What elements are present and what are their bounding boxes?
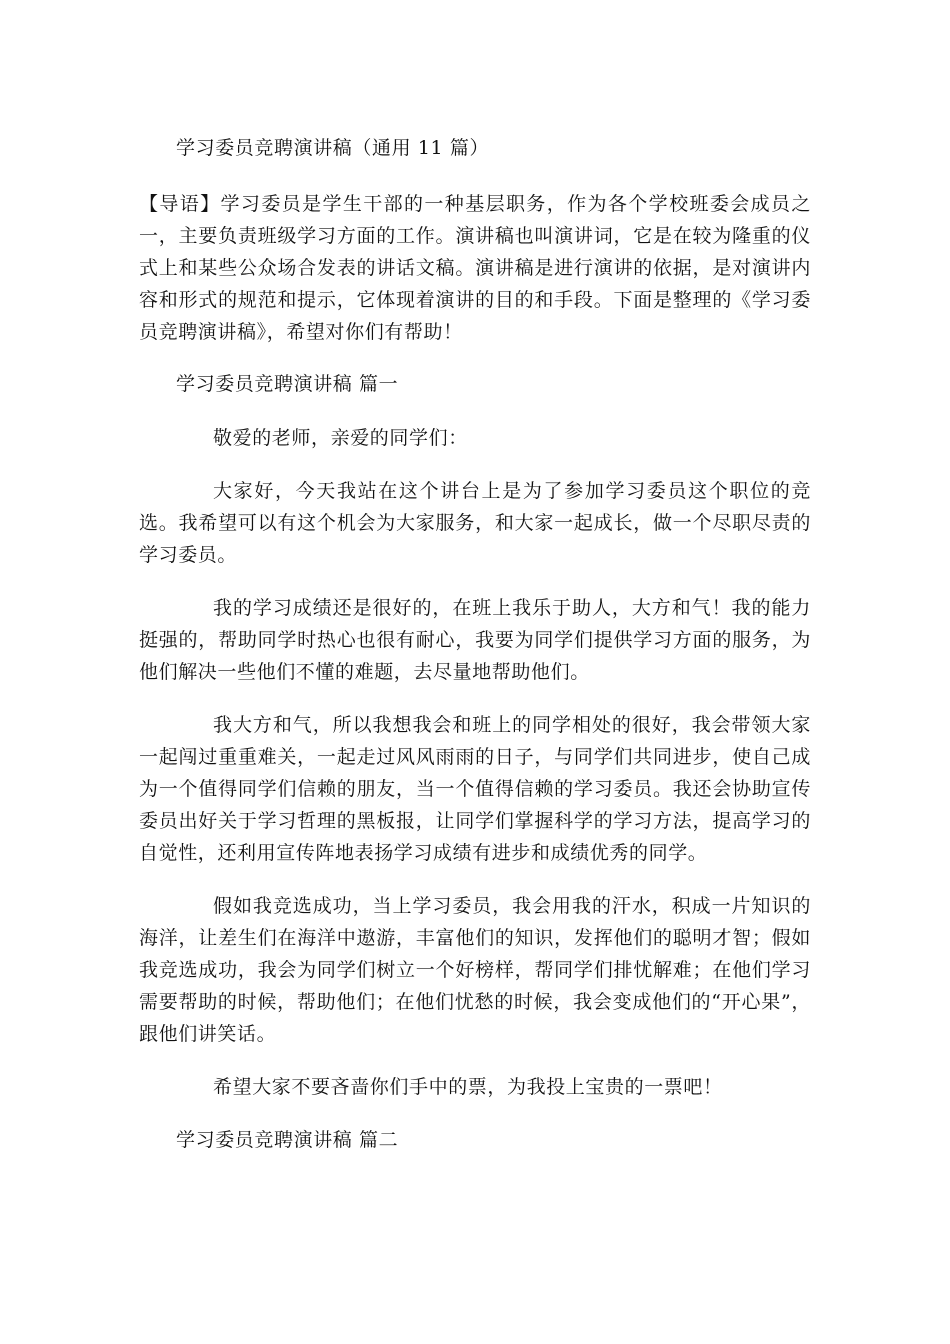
body-paragraph: 我的学习成绩还是很好的，在班上我乐于助人，大方和气！我的能力挺强的，帮助同学时热心也很有耐心，我要为同学们提供学习方面的服务，为他们解决一些他们不懂的难题，去尽量地帮助他们。 bbox=[139, 597, 811, 683]
section-heading-2: 学习委员竞聘演讲稿 篇二 bbox=[176, 1129, 399, 1151]
document-title: 学习委员竞聘演讲稿（通用 11 篇） bbox=[176, 137, 490, 159]
lead-paragraph: 【导语】学习委员是学生干部的一种基层职务，作为各个学校班委会成员之一，主要负责班级学习方面的工作。演讲稿也叫演讲词，它是在较为隆重的仪式上和某些公众场合发表的讲话文稿。演讲稿是进行演讲的依据，是对演讲内容和形式的规范和提示，它体现着演讲的目的和手段。下面是整理的《学习委员竞聘演讲稿》，希望对你们有帮助！ bbox=[139, 193, 811, 343]
salutation: 敬爱的老师，亲爱的同学们： bbox=[213, 427, 468, 449]
body-paragraph: 大家好，今天我站在这个讲台上是为了参加学习委员这个职位的竞选。我希望可以有这个机会为大家服务，和大家一起成长，做一个尽职尽责的学习委员。 bbox=[139, 480, 811, 566]
body-paragraph: 希望大家不要吝啬你们手中的票，为我投上宝贵的一票吧！ bbox=[213, 1076, 723, 1098]
body-paragraph: 假如我竞选成功，当上学习委员，我会用我的汗水，积成一片知识的海洋，让差生们在海洋中遨游，丰富他们的知识，发挥他们的聪明才智；假如我竞选成功，我会为同学们树立一个好榜样，帮同学们排忧解难；在他们学习需要帮助的时候，帮助他们；在他们忧愁的时候，我会变成他们的“开心果”，跟他们讲笑话。 bbox=[139, 895, 811, 1045]
body-paragraph: 我大方和气，所以我想我会和班上的同学相处的很好，我会带领大家一起闯过重重难关，一起走过风风雨雨的日子，与同学们共同进步，使自己成为一个值得同学们信赖的朋友，当一个值得信赖的学习委员。我还会协助宣传委员出好关于学习哲理的黑板报，让同学们掌握科学的学习方法，提高学习的自觉性，还利用宣传阵地表扬学习成绩有进步和成绩优秀的同学。 bbox=[139, 714, 811, 864]
document-body bbox=[139, 132, 811, 1178]
section-heading-1: 学习委员竞聘演讲稿 篇一 bbox=[176, 373, 399, 395]
